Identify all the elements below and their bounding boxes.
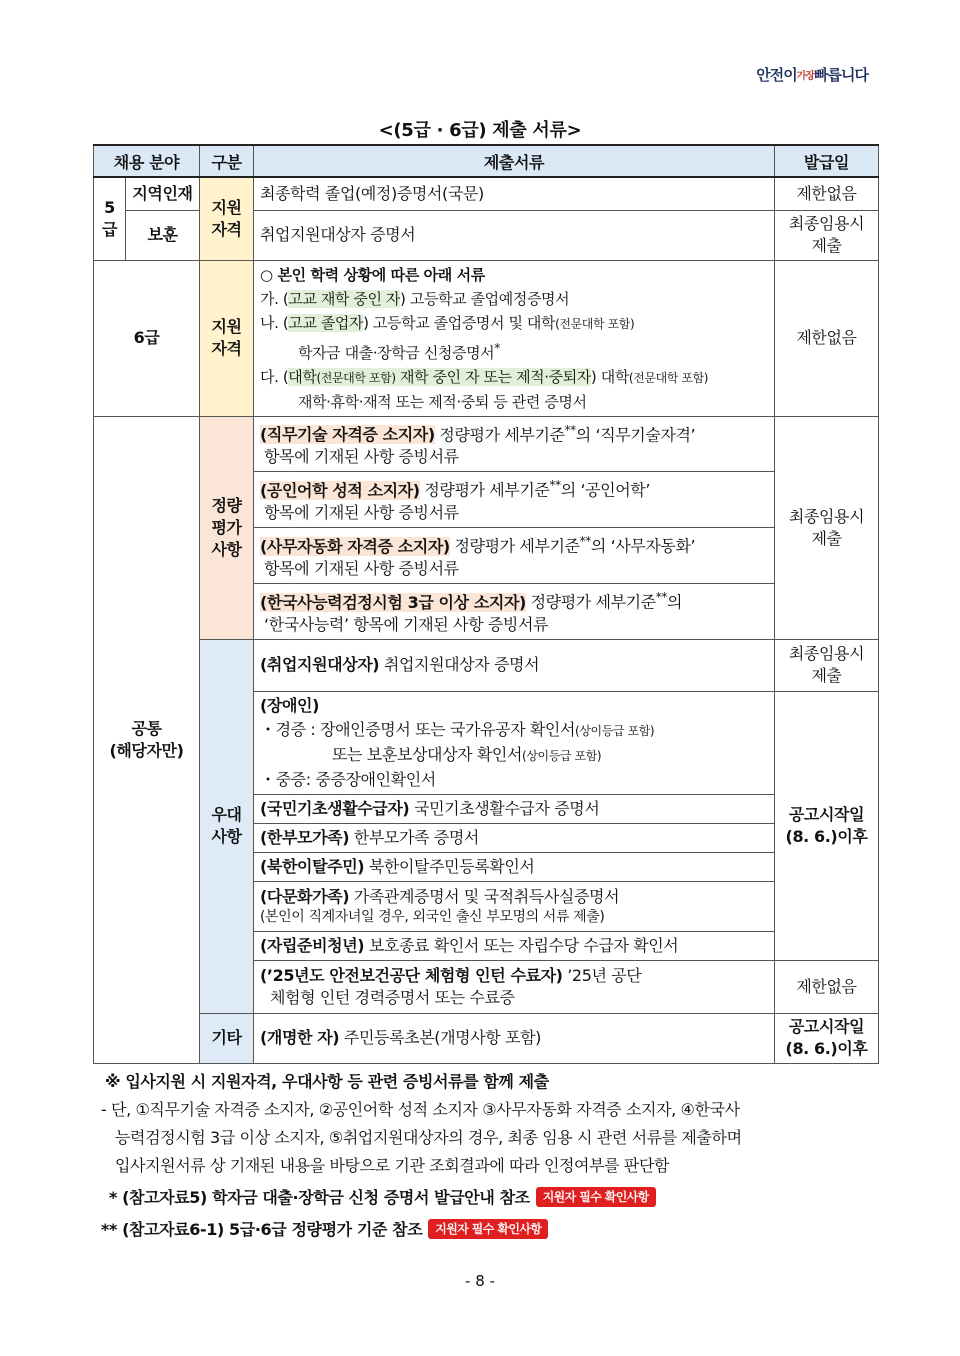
pref-north-korean: (북한이탈주민) 북한이탈주민등록확인서 — [254, 852, 775, 881]
grade6-docs — [254, 260, 775, 416]
grade5-issue-regional: 제한없음 — [775, 177, 879, 210]
table-row — [94, 177, 879, 210]
etc-type: 기타 — [200, 1013, 254, 1063]
col-header-issue: 발급일 — [775, 145, 879, 177]
pref-disabled: (장애인) ・경증 : 장애인증명서 또는 국가유공자 확인서(상이등급 포함) 또는 보훈보상대상자 확인서(상이등급 포함) ・중증: 중증장애인확인서 — [254, 691, 775, 794]
grade6-item-b-line2: 학자금 대출·장학금 신청증명서* — [298, 340, 500, 362]
score-item-3: (사무자동화 자격증 소지자) 정량평가 세부기준**의 ‘사무자동화’ 항목에 기재된 사항 증빙서류 — [254, 527, 775, 583]
common-label: 공통 (해당자만) — [94, 416, 200, 1063]
pref-intern-issue: 제한없음 — [775, 960, 879, 1013]
brand-logo: 안전이가장빠릅니다 — [756, 66, 868, 84]
table-row — [94, 639, 879, 691]
grade5-label: 5 급 — [94, 177, 126, 260]
etc-issue: 공고시작일 (8. 6.)이후 — [775, 1013, 879, 1063]
notes-line-2: 능력검정시험 3급 이상 소지자, ⑤취업지원대상자의 경우, 최종 임용 시 관련 서류를 제출하며 — [115, 1128, 742, 1147]
grade5-type: 지원 자격 — [200, 177, 254, 260]
table-header-row — [94, 145, 879, 177]
table-row — [94, 416, 879, 471]
documents-table — [93, 144, 879, 1064]
notes-section — [93, 1068, 878, 1244]
pref-employ-issue: 최종임용시 제출 — [775, 639, 879, 691]
grade6-type: 지원 자격 — [200, 260, 254, 416]
score-item-4: (한국사능력검정시험 3급 이상 소지자) 정량평가 세부기준**의 ‘한국사능력’ 항목에 기재된 사항 증빙서류 — [254, 583, 775, 639]
notes-line-1: - 단, ①직무기술 자격증 소지자, ②공인어학 성적 소지자 ③사무자동화 자격증 소지자, ④한국사 — [101, 1100, 740, 1119]
grade6-issue: 제한없음 — [775, 260, 879, 416]
notes-ref-2: ** (참고자료6-1) 5급·6급 정량평가 기준 참조 지원자 필수 확인사항 — [93, 1216, 878, 1244]
etc-doc: (개명한 자) 주민등록초본(개명사항 포함) — [254, 1013, 775, 1063]
score-issue: 최종임용시 제출 — [775, 416, 879, 639]
notes-ref-1: * (참고자료5) 학자금 대출·장학금 신청 증명서 발급안내 참조 지원자 필수 확인사항 — [93, 1184, 878, 1212]
page-title: <(5급 · 6급) 제출 서류> — [378, 120, 582, 141]
required-badge: 지원자 필수 확인사항 — [428, 1219, 548, 1239]
score-item-2: (공인어학 성적 소지자) 정량평가 세부기준**의 ‘공인어학’ 항목에 기재된 사항 증빙서류 — [254, 471, 775, 527]
pref-employ: (취업지원대상자) 취업지원대상자 증명서 — [254, 639, 775, 691]
grade6-item-c-line2: 재학·휴학·재적 또는 제적·중퇴 등 관련 증명서 — [298, 392, 587, 411]
table-row — [94, 260, 879, 416]
pref-single-parent: (한부모가족) 한부모가족 증명서 — [254, 823, 775, 852]
grade5-field-regional: 지역인재 — [126, 177, 200, 210]
pref-multicultural: (다문화가족) 가족관계증명서 및 국적취득사실증명서 (본인이 직계자녀일 경우, 외국인 출신 부모명의 서류 제출) — [254, 881, 775, 931]
page-number: - 8 - — [465, 1272, 495, 1290]
grade5-issue-veteran: 최종임용시 제출 — [775, 210, 879, 260]
col-header-docs: 제출서류 — [254, 145, 775, 177]
pref-issue: 공고시작일 (8. 6.)이후 — [775, 691, 879, 960]
grade5-field-veteran: 보훈 — [126, 210, 200, 260]
grade5-doc-veteran: 취업지원대상자 증명서 — [254, 210, 775, 260]
grade5-doc-regional: 최종학력 졸업(예정)증명서(국문) — [254, 177, 775, 210]
required-badge: 지원자 필수 확인사항 — [536, 1187, 656, 1207]
table-row — [94, 1013, 879, 1063]
col-header-field: 채용 분야 — [94, 145, 200, 177]
pref-basic: (국민기초생활수급자) 국민기초생활수급자 증명서 — [254, 794, 775, 823]
pref-type: 우대 사항 — [200, 639, 254, 1013]
pref-youth: (자립준비청년) 보호종료 확인서 또는 자립수당 수급자 확인서 — [254, 931, 775, 960]
grade6-item-c: 다. (대학(전문대학 포함) 재학 중인 자 또는 제적·중퇴자) 대학(전문대학 포함) — [260, 367, 709, 386]
col-header-type: 구분 — [200, 145, 254, 177]
grade6-heading: ○ 본인 학력 상황에 따른 아래 서류 — [260, 265, 485, 284]
grade6-item-b: 나. (고교 졸업자) 고등학교 졸업증명서 및 대학(전문대학 포함) — [260, 313, 635, 332]
notes-heading: ※ 입사지원 시 지원자격, 우대사항 등 관련 증빙서류를 함께 제출 — [105, 1072, 549, 1091]
grade6-item-a: 가. (고교 재학 중인 자) 고등학교 졸업예정증명서 — [260, 289, 570, 308]
grade6-label: 6급 — [94, 260, 200, 416]
score-type: 정량 평가 사항 — [200, 416, 254, 639]
score-item-1: (직무기술 자격증 소지자) 정량평가 세부기준**의 ‘직무기술자격’ 항목에 기재된 사항 증빙서류 — [254, 416, 775, 471]
notes-line-3: 입사지원서류 상 기재된 내용을 바탕으로 기관 조회결과에 따라 인정여부를 판단함 — [115, 1156, 670, 1175]
pref-intern: (’25년도 안전보건공단 체험형 인턴 수료자) ’25년 공단 체험형 인턴 경력증명서 또는 수료증 — [254, 960, 775, 1013]
